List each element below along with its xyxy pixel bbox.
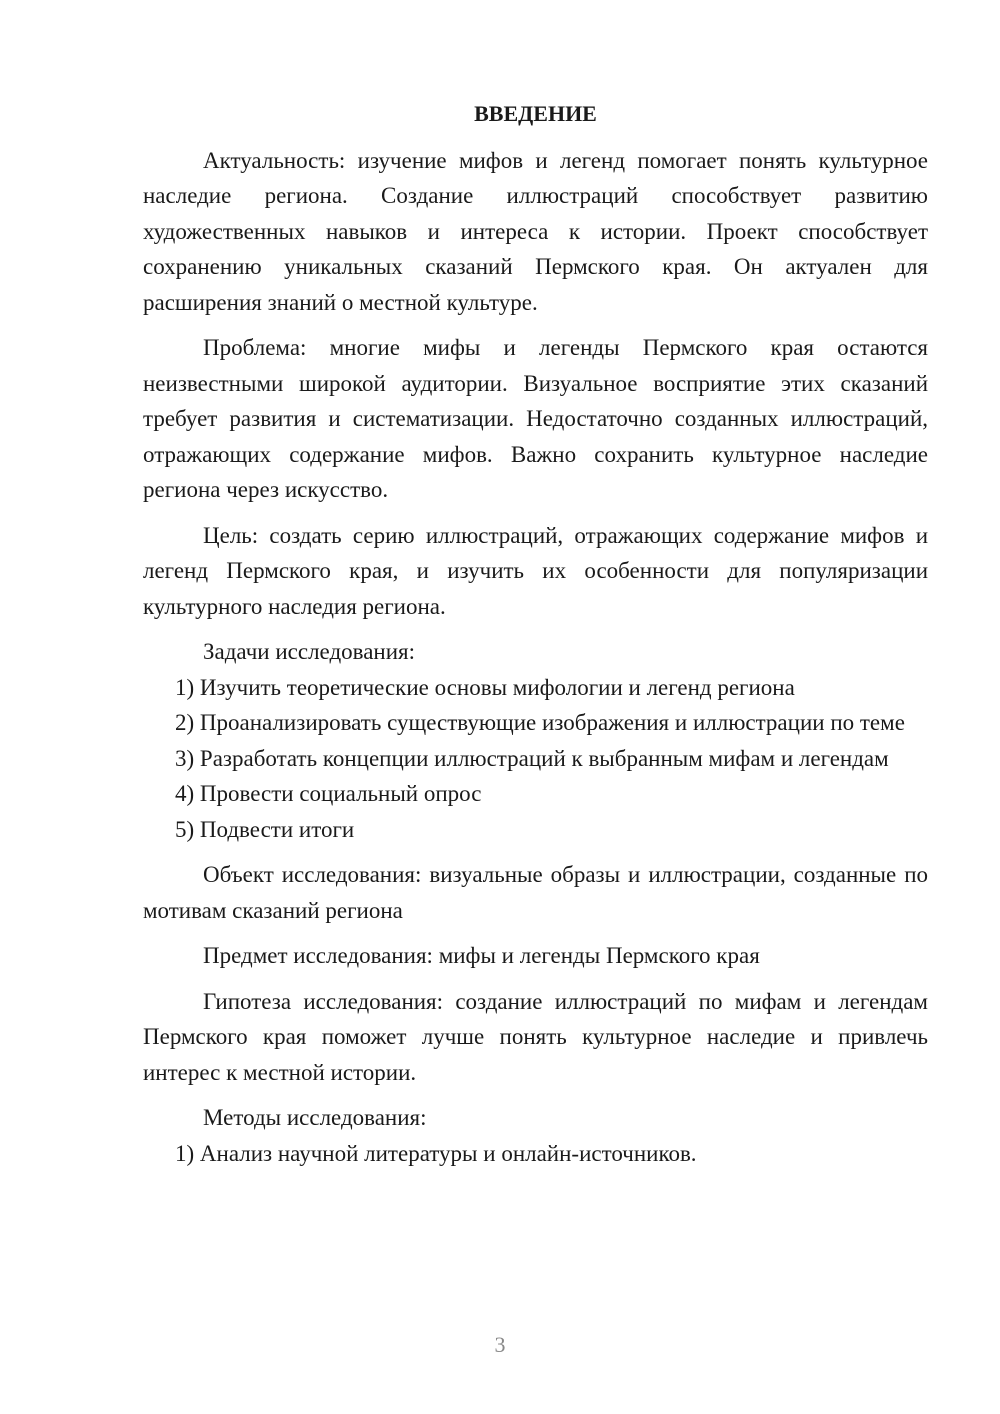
object-paragraph: Объект исследования: визуальные образы и иллюстрации, созданные по мотивам сказаний региона	[143, 862, 928, 923]
problem-paragraph: Проблема: многие мифы и легенды Пермского края остаются неизвестными широкой аудитории. Визуальное восприятие этих сказаний требует развития и систематизации. Недостаточно созданных иллюстраций, отражающих содержание мифов. Важно сохранить культурное наследие региона через искусство.	[143, 335, 928, 502]
method-item-1: 1) Анализ научной литературы и онлайн-источников.	[175, 1140, 697, 1166]
hypothesis-paragraph: Гипотеза исследования: создание иллюстраций по мифам и легендам Пермского края поможет лучше понять культурное наследие и привлечь интерес к местной истории.	[143, 988, 928, 1085]
task-item-4: 4) Провести социальный опрос	[175, 781, 482, 806]
task-item-5: 5) Подвести итоги	[175, 816, 355, 842]
section-title: ВВЕДЕНИЕ	[474, 101, 597, 126]
subject-paragraph: Предмет исследования: мифы и легенды Пермского края	[203, 943, 760, 968]
task-item-2: 2) Проанализировать существующие изображения и иллюстрации по теме	[175, 710, 905, 735]
tasks-heading: Задачи исследования:	[203, 639, 416, 664]
goal-paragraph: Цель: создать серию иллюстраций, отражающих содержание мифов и легенд Пермского края, и изучить их особенности для популяризации культурного наследия региона.	[143, 522, 928, 619]
task-item-1: 1) Изучить теоретические основы мифологии и легенд региона	[175, 674, 795, 700]
methods-heading: Методы исследования:	[203, 1105, 427, 1130]
document-page	[143, 90, 928, 1171]
task-item-3: 3) Разработать концепции иллюстраций к выбранным мифам и легендам	[175, 745, 889, 771]
relevance-paragraph: Актуальность: изучение мифов и легенд помогает понять культурное наследие региона. Создание иллюстраций способствует развитию художественных навыков и интереса к истории. Проект способствует сохранению уникальных сказаний Пермского края. Он актуален для расширения знаний о местной культуре.	[143, 147, 928, 315]
page-number: 3	[494, 1332, 506, 1357]
